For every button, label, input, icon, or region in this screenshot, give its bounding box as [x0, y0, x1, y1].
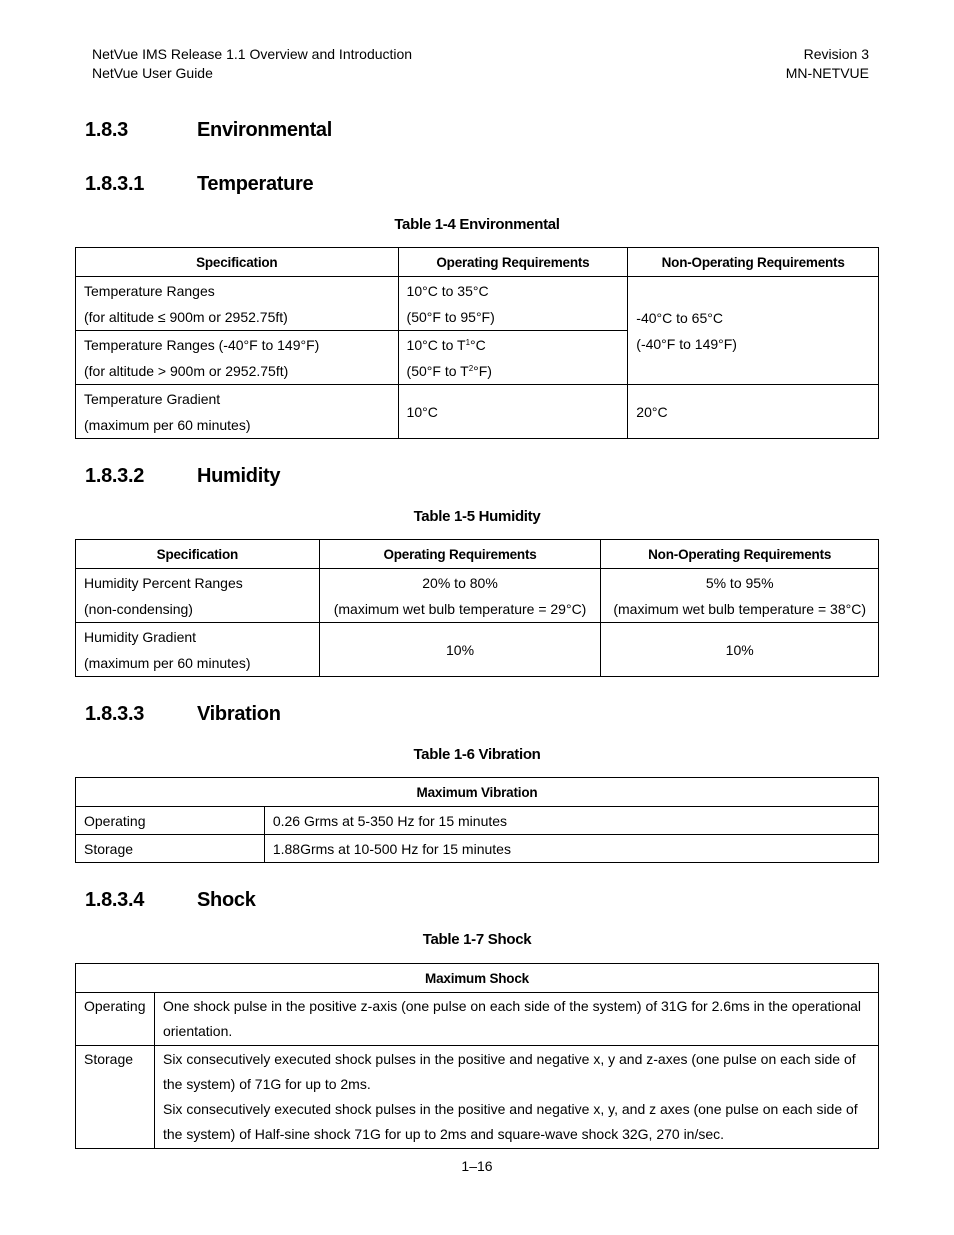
column-header: Non-Operating Requirements	[628, 248, 879, 277]
table-cell: 20°C	[628, 385, 879, 439]
doc-title: NetVue IMS Release 1.1 Overview and Introduction	[92, 46, 413, 62]
section-heading-shock	[85, 889, 685, 915]
table-cell	[319, 569, 601, 623]
cell-line: (maximum per 60 minutes)	[84, 416, 251, 433]
footnote-marker: 1	[465, 337, 471, 347]
text-run: 10°C to T	[406, 336, 466, 353]
table-cell	[76, 277, 399, 331]
page-header-right	[786, 45, 869, 83]
cell-paragraph: Six consecutively executed shock pulses in the positive and negative x, y, and z axes (one pulse on each side of the system) of Half-sine shock 71G for up to 2ms and square-wave shock 32G, 270 in/sec.	[162, 1101, 858, 1142]
table-cell: 10°C	[398, 385, 628, 439]
table-cell	[154, 1046, 878, 1149]
cell-line: (maximum wet bulb temperature = 29°C)	[333, 600, 587, 617]
table-cell	[76, 569, 320, 623]
page-header-left	[92, 45, 412, 83]
shock-table	[75, 963, 879, 1149]
cell-line: (for altitude > 900m or 2952.75ft)	[84, 362, 289, 379]
table-cell	[76, 331, 399, 385]
humidity-table	[75, 539, 879, 677]
cell-line: Humidity Percent Ranges	[84, 574, 243, 591]
cell-line: Temperature Ranges	[84, 282, 215, 299]
table-caption-humidity: Table 1-5 Humidity	[413, 508, 541, 525]
section-number: 1.8.3.4	[85, 889, 145, 911]
table-cell	[398, 331, 628, 385]
table-cell: Operating	[76, 807, 265, 835]
section-heading-vibration	[85, 703, 685, 729]
table-cell: Operating	[76, 993, 155, 1046]
table-caption-environmental: Table 1-4 Environmental	[394, 216, 560, 233]
section-title: Temperature	[197, 173, 314, 195]
cell-line: 5% to 95%	[705, 574, 774, 591]
cell-line: (maximum per 60 minutes)	[84, 654, 251, 671]
vibration-table	[75, 777, 879, 863]
table-cell: 1.88Grms at 10-500 Hz for 15 minutes	[264, 835, 878, 863]
doc-subtitle: NetVue User Guide	[92, 65, 213, 81]
section-title: Shock	[197, 889, 256, 911]
table-caption-shock: Table 1-7 Shock	[422, 931, 532, 948]
cell-line: (maximum wet bulb temperature = 38°C)	[613, 600, 866, 617]
column-header: Operating Requirements	[319, 540, 601, 569]
table-cell	[601, 569, 879, 623]
cell-line: Humidity Gradient	[84, 628, 197, 645]
section-title: Humidity	[197, 465, 281, 487]
table-cell	[398, 277, 628, 331]
table-cell	[76, 385, 399, 439]
section-title: Vibration	[197, 703, 281, 725]
section-heading-temperature	[85, 173, 685, 199]
table-cell: One shock pulse in the positive z-axis (one pulse on each side of the system) of 31G for 2.6ms in the operational orientation.	[154, 993, 878, 1046]
cell-line: Temperature Ranges (-40°F to 149°F)	[84, 336, 320, 353]
cell-line: Temperature Gradient	[84, 390, 221, 407]
text-run: °C	[470, 336, 486, 353]
text-run: (50°F to T	[406, 362, 469, 379]
section-number: 1.8.3.1	[85, 173, 145, 195]
cell-line: (non-condensing)	[84, 600, 193, 617]
column-header: Operating Requirements	[398, 248, 628, 277]
page-number: 1–16	[461, 1158, 493, 1174]
cell-line: 10°C to 35°C	[406, 282, 489, 299]
column-header: Non-Operating Requirements	[601, 540, 879, 569]
cell-line: (-40°F to 149°F)	[636, 335, 737, 352]
footnote-marker: 2	[468, 363, 474, 373]
column-header: Maximum Vibration	[76, 778, 879, 807]
section-number: 1.8.3.3	[85, 703, 145, 725]
section-number: 1.8.3.2	[85, 465, 145, 487]
cell-line	[407, 358, 620, 384]
table-cell: 0.26 Grms at 5-350 Hz for 15 minutes	[264, 807, 878, 835]
cell-line: 20% to 80%	[422, 574, 498, 591]
doc-number: MN-NETVUE	[785, 65, 869, 81]
column-header: Maximum Shock	[76, 964, 879, 993]
cell-paragraph: Six consecutively executed shock pulses in the positive and negative x, y and z-axes (one pulse on each side of the system) of 71G for up to 2ms.	[162, 1051, 856, 1092]
cell-line: (for altitude ≤ 900m or 2952.75ft)	[84, 308, 288, 325]
environmental-table	[75, 247, 879, 439]
cell-line	[407, 332, 620, 358]
text-run: °F)	[473, 362, 492, 379]
section-heading-humidity	[85, 465, 685, 491]
section-title: Environmental	[197, 119, 333, 141]
cell-line: -40°C to 65°C	[636, 309, 723, 326]
cell-line: (50°F to 95°F)	[406, 308, 495, 325]
table-cell: 10%	[601, 623, 879, 677]
table-cell: Storage	[76, 1046, 155, 1149]
table-cell: Storage	[76, 835, 265, 863]
column-header: Specification	[76, 248, 399, 277]
table-cell	[76, 623, 320, 677]
table-cell-merged	[628, 277, 879, 385]
section-heading-environmental	[85, 119, 685, 145]
section-number: 1.8.3	[85, 119, 128, 141]
table-caption-vibration: Table 1-6 Vibration	[413, 746, 541, 763]
column-header: Specification	[76, 540, 320, 569]
table-cell: 10%	[319, 623, 601, 677]
doc-revision: Revision 3	[803, 46, 869, 62]
